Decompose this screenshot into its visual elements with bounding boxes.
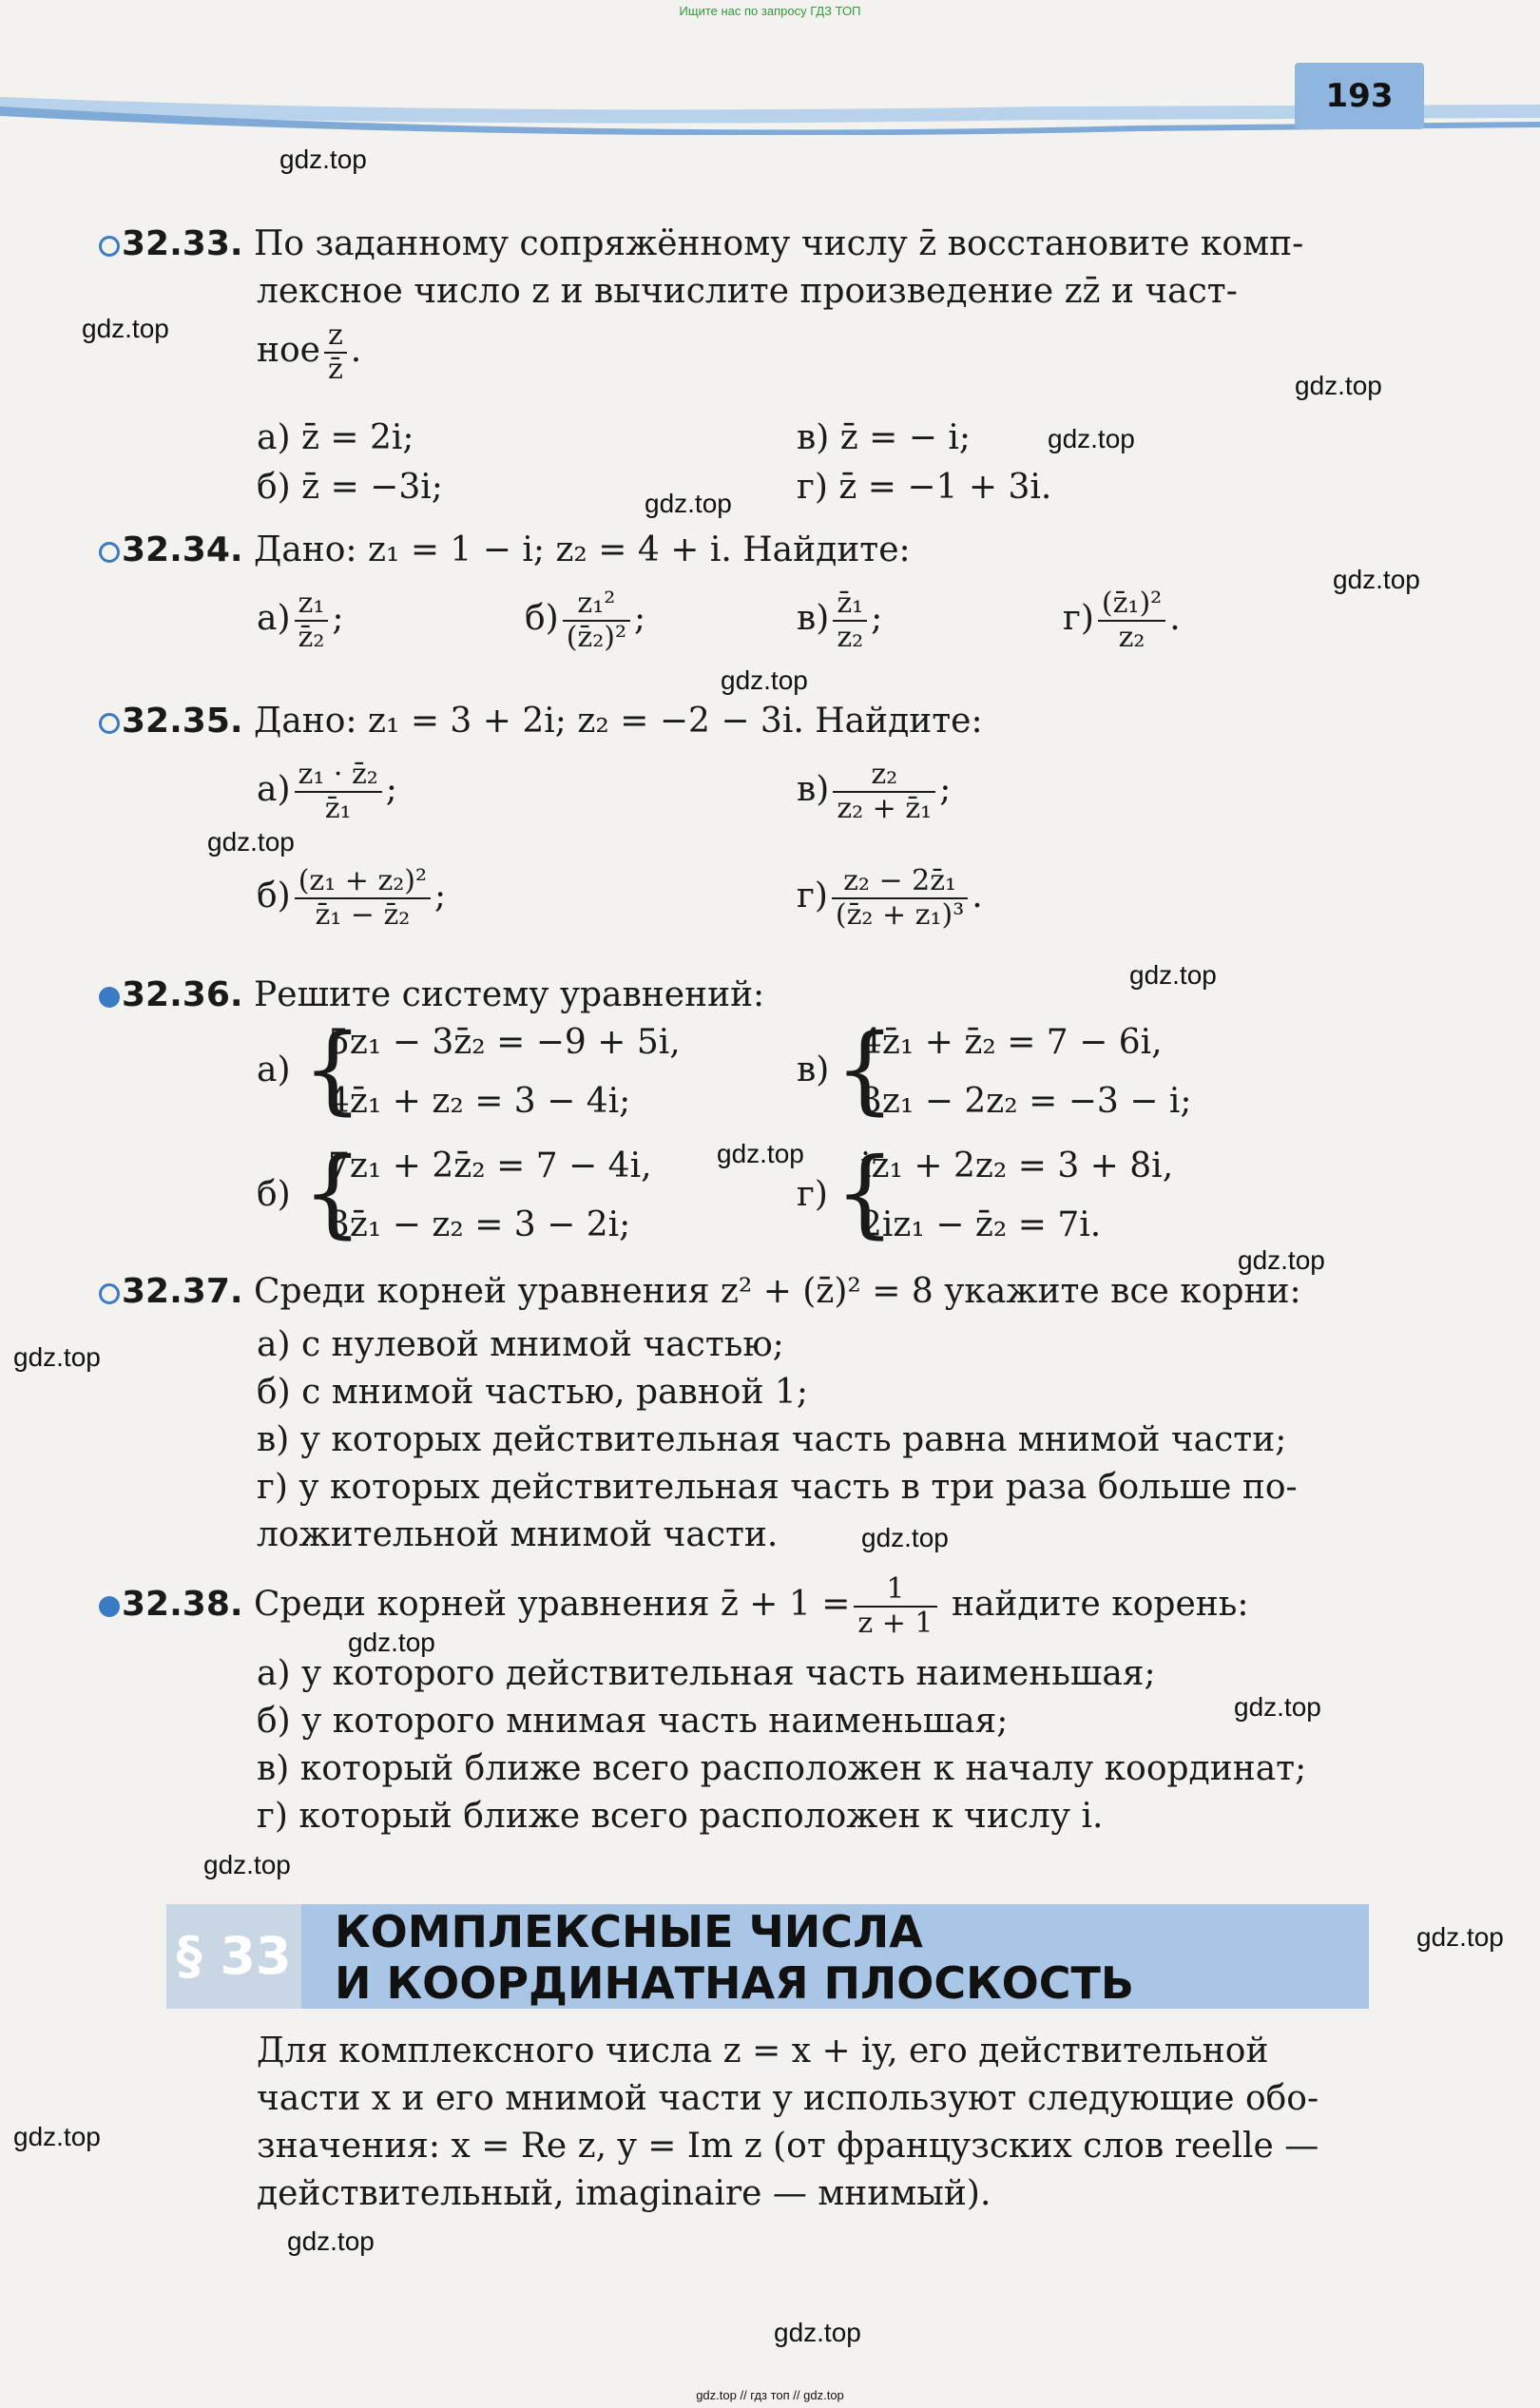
page-number-box <box>1295 63 1424 129</box>
answer-g: г) который ближе всего расположен к числу i. <box>257 1797 1104 1836</box>
answer-v: в) z̄ = − i; <box>797 418 972 457</box>
answer-g-cont: ложительной мнимой части. <box>257 1515 779 1554</box>
answer-g: г) z̄ = −1 + 3i. <box>797 468 1052 507</box>
answer-list <box>257 1650 1306 1840</box>
problem-text: лексное число z и вычислите произведение zz̄ и част- <box>257 272 1238 311</box>
answer-b: б) $\frac{\text{(z₁ + z₂)²}}{\text{z̄₁ − z̄₂}}$ ; <box>257 864 447 932</box>
equation: 5z₁ − 3z̄₂ = −9 + 5i, <box>328 1023 681 1062</box>
top-note: Ищите нас по запросу ГДЗ ТОП <box>679 4 861 18</box>
section-title: КОМПЛЕКСНЫЕ ЧИСЛА И КООРДИНАТНАЯ ПЛОСКОСТЬ <box>335 1906 1134 2009</box>
answer-g: г) $\frac{\text{(z̄₁)²}}{\text{z₂}}$ . <box>1063 587 1181 654</box>
problem-marker-icon <box>99 987 120 1008</box>
page-number: 193 <box>1325 77 1394 115</box>
brace: { <box>835 1137 895 1248</box>
watermark: gdz.top <box>861 1523 949 1552</box>
answer-list <box>257 1321 1298 1559</box>
problem-marker-icon <box>99 542 120 563</box>
problem-32-34: 32.34. Дано: z₁ = 1 − i; z₂ = 4 + i. Найдите: <box>99 530 911 569</box>
bottom-note: gdz.top // гдз топ // gdz.top <box>696 2388 844 2402</box>
watermark: gdz.top <box>717 1139 804 1168</box>
problem-text: ное <box>257 331 320 370</box>
answer-b: б) z̄ = −3i; <box>257 468 443 507</box>
watermark: gdz.top <box>721 665 808 695</box>
problem-number: 32.33. <box>122 224 243 263</box>
watermark: gdz.top <box>1238 1245 1325 1275</box>
answer-a: а) с нулевой мнимой частью; <box>257 1325 784 1364</box>
answer-v: в) который ближе всего расположен к началу координат; <box>257 1749 1307 1788</box>
answer-b: б) у которого мнимая часть наименьшая; <box>257 1702 1009 1741</box>
answer-a: а) $\frac{\text{z₁ · z̄₂}}{\text{z̄₁}}$ ; <box>257 758 397 825</box>
equation: 7z₁ + 2z̄₂ = 7 − 4i, <box>328 1146 652 1185</box>
watermark: gdz.top <box>1416 1922 1504 1952</box>
section-number: § 33 <box>176 1926 292 1986</box>
brace: { <box>835 1013 895 1125</box>
watermark: gdz.top <box>1295 371 1382 400</box>
watermark: gdz.top <box>207 827 295 857</box>
answer-b: б) $\frac{\text{z₁²}}{\text{(z̄₂)²}}$ ; <box>525 587 646 654</box>
equation: 2iz₁ − z̄₂ = 7i. <box>860 1205 1102 1244</box>
watermark: gdz.top <box>279 144 367 174</box>
answer-v: в) $\frac{\text{z̄₁}}{\text{z₂}}$ ; <box>797 587 883 654</box>
fraction: $\frac{z}{z̄}$ <box>324 319 347 386</box>
answer-g: г) $\frac{\text{z₂ − 2z̄₁}}{\text{(z̄₂ + z₁)³}}$ . <box>797 864 983 932</box>
watermark: gdz.top <box>774 2318 861 2347</box>
watermark: gdz.top <box>645 489 732 518</box>
watermark: gdz.top <box>1048 424 1135 453</box>
system-a-label: а) <box>257 1050 291 1089</box>
answer-v: в) у которых действительная часть равна мнимой части; <box>257 1420 1287 1459</box>
problem-marker-icon <box>99 1596 120 1617</box>
problem-marker-icon <box>99 713 120 734</box>
system-g-label: г) <box>797 1175 828 1214</box>
watermark: gdz.top <box>287 2226 375 2256</box>
problem-32-38: 32.38. Среди корней уравнения z̄ + 1 = $\frac{1}{z + 1}$ найдите корень: <box>99 1573 1248 1640</box>
problem-text: По заданному сопряжённому числу z̄ восстановите комп- <box>254 224 1304 263</box>
answer-b: б) с мнимой частью, равной 1; <box>257 1373 808 1412</box>
answer-a: а) у которого действительная часть наименьшая; <box>257 1654 1156 1693</box>
brace: { <box>302 1013 363 1125</box>
equation: iz₁ + 2z₂ = 3 + 8i, <box>860 1146 1174 1185</box>
brace: { <box>302 1137 363 1248</box>
problem-marker-icon <box>99 1283 120 1304</box>
watermark: gdz.top <box>13 1342 101 1372</box>
answer-v: в) $\frac{\text{z₂}}{\text{z₂ + z̄₁}}$ ; <box>797 758 952 825</box>
problem-32-36: 32.36. Решите систему уравнений: <box>99 975 764 1014</box>
problem-marker-icon <box>99 236 120 257</box>
system-v-label: в) <box>797 1050 830 1089</box>
watermark: gdz.top <box>348 1628 435 1657</box>
watermark: gdz.top <box>1129 960 1217 990</box>
watermark: gdz.top <box>82 314 169 343</box>
equation: 3z̄₁ − z₂ = 3 − 2i; <box>328 1205 631 1244</box>
watermark: gdz.top <box>1234 1692 1321 1722</box>
watermark: gdz.top <box>1333 565 1420 594</box>
equation: 4z̄₁ + z̄₂ = 7 − 6i, <box>860 1023 1163 1062</box>
watermark: gdz.top <box>203 1850 291 1879</box>
watermark: gdz.top <box>13 2122 101 2151</box>
problem-32-35: 32.35. Дано: z₁ = 3 + 2i; z₂ = −2 − 3i. Найдите: <box>99 702 983 741</box>
equation: 3z₁ − 2z₂ = −3 − i; <box>860 1082 1192 1121</box>
section-number-box <box>166 1904 301 2009</box>
system-b-label: б) <box>257 1175 291 1214</box>
section-body: Для комплексного числа z = x + iy, его действительной части x и его мнимой части y используют следующие обо- значения: x = Re z, y = Im z (от французских слов reelle — действительный, imaginaire — мнимый). <box>257 2032 1319 2213</box>
answer-a: а) z̄ = 2i; <box>257 418 414 457</box>
answer-g: г) у которых действительная часть в три раза больше по- <box>257 1468 1298 1507</box>
equation: 4z̄₁ + z₂ = 3 − 4i; <box>328 1082 631 1121</box>
problem-32-37: 32.37. Среди корней уравнения z² + (z̄)² = 8 укажите все корни: <box>99 1272 1301 1311</box>
answer-a: а) $\frac{\text{z₁}}{\text{z̄₂}}$ ; <box>257 587 344 654</box>
problem-32-33: 32.33. По заданному сопряжённому числу z̄ восстановите комп- лексное число z и вычислите произведение zz̄ и част- ное $\frac{z}{z̄}$ . <box>99 221 1303 386</box>
